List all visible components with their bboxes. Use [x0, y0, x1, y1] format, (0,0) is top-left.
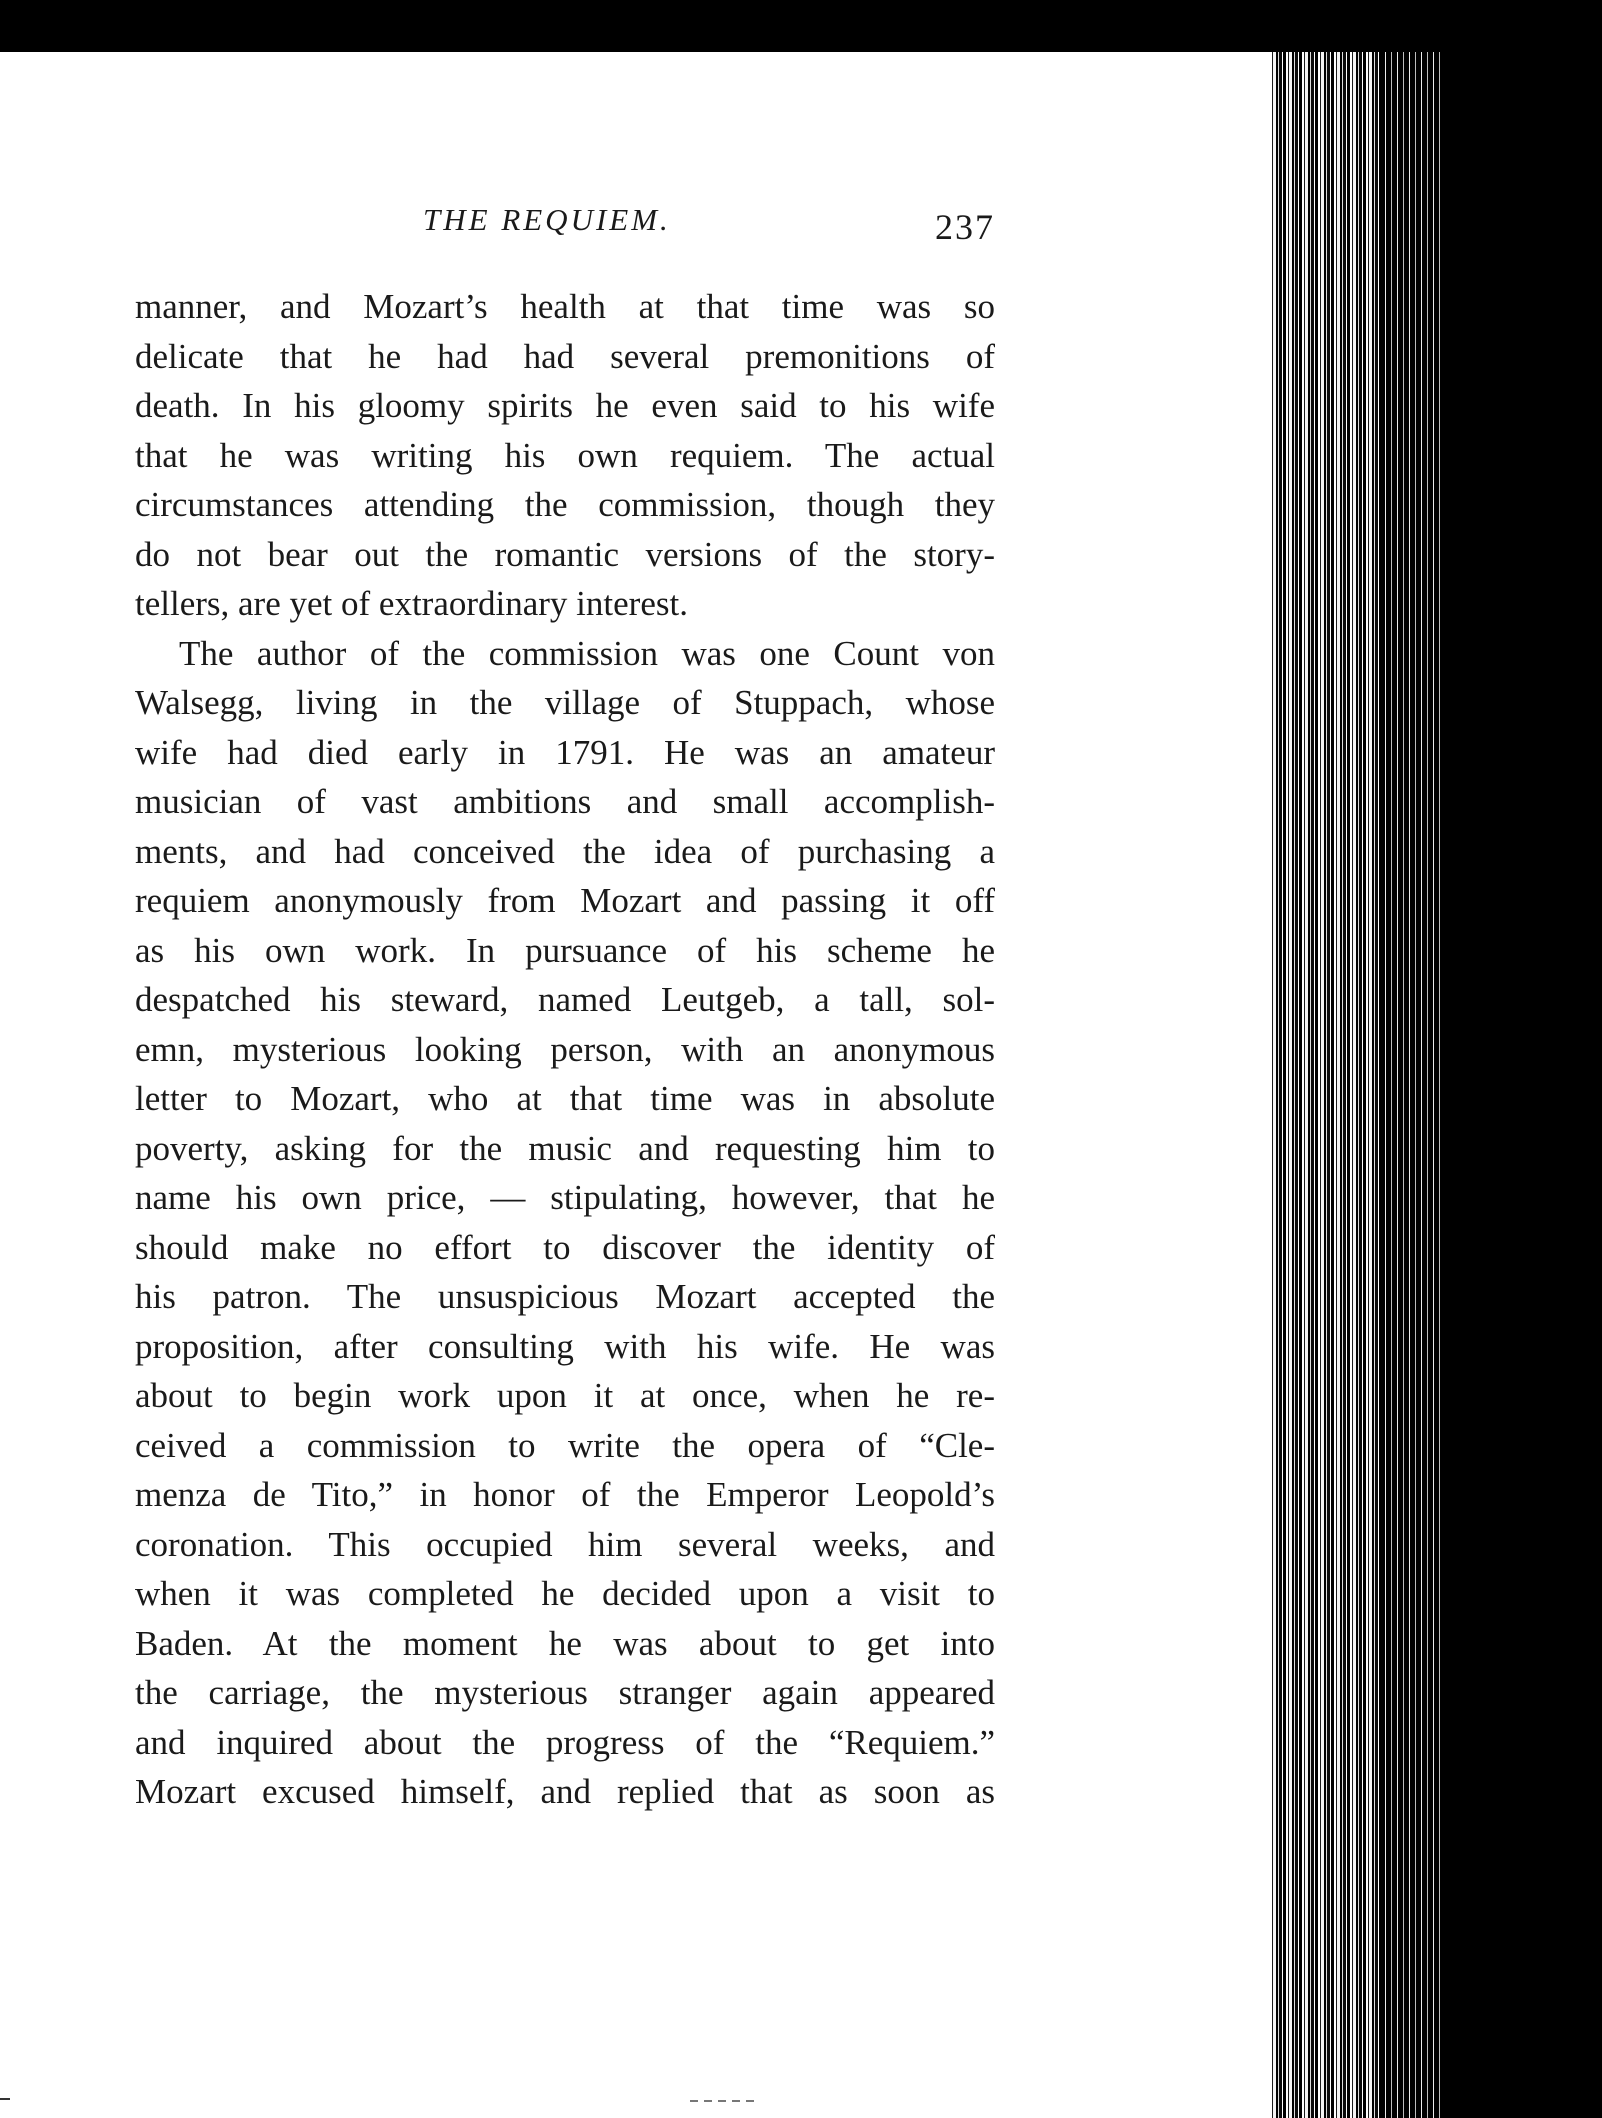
text-line: that he was writing his own requiem. The actual: [135, 435, 995, 475]
book-spine-shadow: [1440, 52, 1602, 2118]
text-line: proposition, after consulting with his wife. He was: [135, 1326, 995, 1366]
running-head: [135, 190, 995, 250]
text-line: circumstances attending the commission, though they: [135, 485, 995, 524]
text-line: about to begin work upon it at once, when he re-: [135, 1376, 995, 1415]
text-line: Mozart excused himself, and replied that as soon as: [135, 1772, 995, 1811]
chapter-title: THE REQUIEM.: [423, 202, 671, 237]
text-line: the carriage, the mysterious stranger again appeared: [135, 1673, 995, 1712]
text-line: The author of the commission was one Count von: [179, 633, 995, 673]
text-line: emn, mysterious looking person, with an anonymous: [135, 1029, 995, 1069]
page-number: 237: [935, 207, 995, 247]
text-line: and inquired about the progress of the “Requiem.”: [135, 1722, 995, 1762]
text-line: requiem anonymously from Mozart and passing it off: [135, 881, 995, 920]
text-line: ments, and had conceived the idea of purchasing a: [135, 831, 995, 871]
text-line: menza de Tito,” in honor of the Emperor Leopold’s: [135, 1475, 995, 1514]
text-line: Walsegg, living in the village of Stuppach, whose: [135, 683, 995, 722]
text-line: should make no effort to discover the identity of: [135, 1227, 995, 1267]
text-line: do not bear out the romantic versions of the story-: [135, 534, 995, 574]
text-line: ceived a commission to write the opera of “Cle-: [135, 1425, 995, 1465]
text-line: wife had died early in 1791. He was an amateur: [135, 732, 995, 772]
scan-bottom-smudge: [690, 2100, 760, 2102]
text-line: as his own work. In pursuance of his scheme he: [135, 930, 995, 970]
text-line: his patron. The unsuspicious Mozart accepted the: [135, 1277, 995, 1316]
scan-margin-mark: [0, 2098, 10, 2100]
text-line: coronation. This occupied him several weeks, and: [135, 1524, 995, 1564]
scan-top-border: [0, 0, 1602, 52]
text-line: when it was completed he decided upon a visit to: [135, 1574, 995, 1613]
text-line: letter to Mozart, who at that time was in absolute: [135, 1079, 995, 1118]
text-line: despatched his steward, named Leutgeb, a tall, sol-: [135, 980, 995, 1019]
text-line: name his own price, — stipulating, however, that he: [135, 1178, 995, 1217]
text-line: poverty, asking for the music and requesting him to: [135, 1128, 995, 1168]
book-page-edges-dense: [1380, 52, 1440, 2118]
text-line: manner, and Mozart’s health at that time was so: [135, 287, 995, 326]
text-line: tellers, are yet of extraordinary interest.: [135, 584, 688, 623]
text-line: musician of vast ambitions and small accomplish-: [135, 782, 995, 821]
text-line: death. In his gloomy spirits he even said to his wife: [135, 386, 995, 425]
text-line: delicate that he had had several premonitions of: [135, 336, 995, 376]
body-text: [135, 282, 995, 1817]
text-line: Baden. At the moment he was about to get into: [135, 1623, 995, 1663]
